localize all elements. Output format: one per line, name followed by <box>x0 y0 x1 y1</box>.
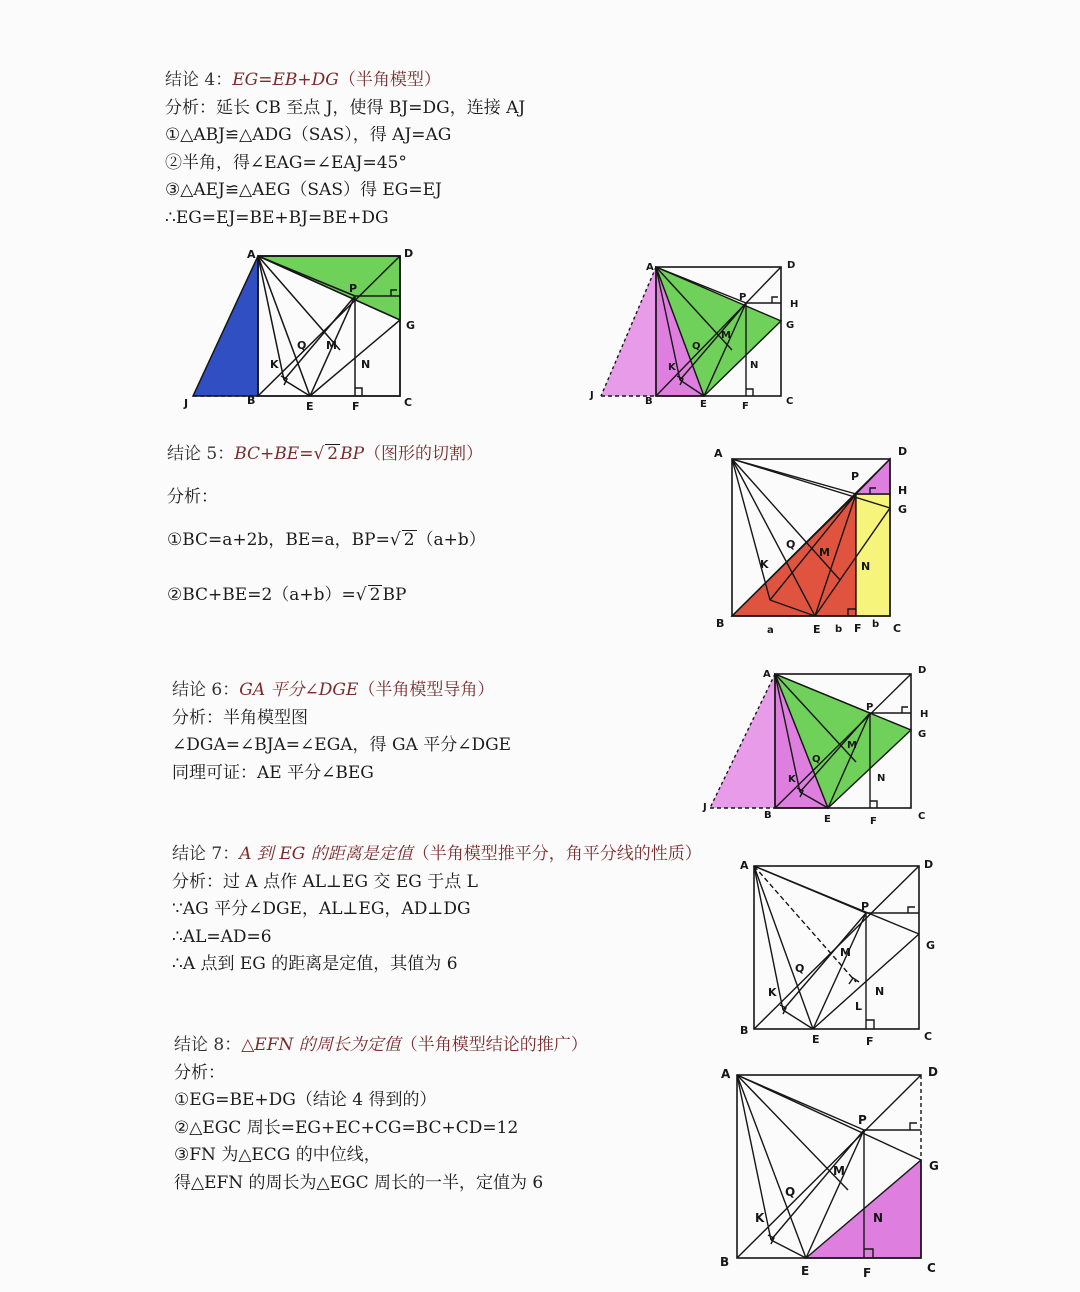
conclusion-5-step-1: ①BC=a+2b，BE=a，BP=√ 2 （a+b） <box>167 530 486 550</box>
label-F: F <box>854 622 862 635</box>
label-P: P <box>851 470 860 483</box>
conclusion-5-analysis: 分析： <box>167 486 218 507</box>
conclusion-4-line: 分析：延长 CB 至点 J，使得 BJ=DG，连接 AJ <box>165 97 526 118</box>
label-Q: Q <box>785 1185 796 1199</box>
label-G: G <box>406 319 416 332</box>
label-B: B <box>764 810 772 821</box>
conclusion-8-line: 得△EFN 的周长为△EGC 周长的一半，定值为 6 <box>174 1172 544 1193</box>
conclusion-8-line: ②△EGC 周长=EG+EC+CG=BC+CD=12 <box>174 1117 519 1138</box>
label-N: N <box>873 1211 884 1225</box>
label-D: D <box>787 260 796 271</box>
conclusion-7-line: 分析：过 A 点作 AL⊥EG 交 EG 于点 L <box>172 871 478 892</box>
label-A: A <box>763 669 771 680</box>
label-K: K <box>270 358 279 371</box>
label-M: M <box>840 946 851 959</box>
label-F: F <box>866 1035 874 1048</box>
label-F: F <box>352 400 360 413</box>
conclusion-7-line: ∴AL=AD=6 <box>172 926 272 947</box>
conclusion-4-line: ∴EG=EJ=BE+BJ=BE+DG <box>165 207 389 228</box>
label-J: J <box>184 397 189 410</box>
label-D: D <box>928 1065 938 1079</box>
label-Q: Q <box>812 754 821 765</box>
conclusion-8-line: ①EG=BE+DG（结论 4 得到的） <box>174 1090 437 1110</box>
label-Q: Q <box>692 341 701 352</box>
label-B: B <box>716 617 725 630</box>
label-Q: Q <box>297 339 307 352</box>
label-N: N <box>877 773 886 784</box>
label-K: K <box>788 774 796 785</box>
label-M: M <box>819 546 830 559</box>
label-A: A <box>247 248 256 261</box>
conclusion-6-line: 同理可证：AE 平分∠BEG <box>172 762 374 783</box>
label-C: C <box>786 396 794 407</box>
conclusion-6-line: 分析：半角模型图 <box>172 707 308 728</box>
label-A: A <box>740 859 749 872</box>
conclusion-7-line: ∴A 点到 EG 的距离是定值，其值为 6 <box>172 954 458 974</box>
label-B: B <box>720 1255 730 1269</box>
label-E: E <box>700 399 707 410</box>
label-E: E <box>801 1264 810 1278</box>
label-C: C <box>927 1261 936 1275</box>
label-P: P <box>739 292 747 303</box>
label-Q: Q <box>786 538 796 551</box>
label-C: C <box>404 396 413 409</box>
label-D: D <box>918 665 927 676</box>
label-E: E <box>813 623 821 636</box>
label-F: F <box>870 816 877 827</box>
label-G: G <box>926 939 936 952</box>
label-M: M <box>721 330 731 341</box>
label-M: M <box>326 339 337 352</box>
label-C: C <box>918 811 926 822</box>
label-a: a <box>767 625 774 636</box>
label-E: E <box>824 814 831 825</box>
label-N: N <box>361 358 371 371</box>
label-M: M <box>833 1164 845 1178</box>
conclusion-7-title: 结论 7：A 到 EG 的距离是定值（半角模型推平分，角平分线的性质） <box>172 844 702 864</box>
conclusion-4-line: ①△ABJ≌△ADG（SAS），得 AJ=AG <box>165 125 452 145</box>
label-F: F <box>742 401 749 412</box>
conclusion-4-title: 结论 4：EG=EB+DG（半角模型） <box>165 70 441 90</box>
label-A: A <box>714 447 723 460</box>
label-J: J <box>590 390 594 401</box>
label-C: C <box>924 1030 933 1043</box>
label-D: D <box>924 858 934 871</box>
label-H: H <box>898 484 908 497</box>
label-B: B <box>740 1024 749 1037</box>
conclusion-8-line: ③FN 为△ECG 的中位线， <box>174 1145 381 1165</box>
label-L: L <box>855 1000 863 1013</box>
label-F: F <box>863 1266 872 1280</box>
label-H: H <box>920 709 929 720</box>
conclusion-5-step-2: ②BC+BE=2（a+b）=√ 2 BP <box>167 584 407 605</box>
label-N: N <box>750 360 759 371</box>
label-B: B <box>247 394 256 407</box>
label-G: G <box>898 503 908 516</box>
label-Q: Q <box>795 962 805 975</box>
label-N: N <box>861 560 871 573</box>
conclusion-7-line: ∵AG 平分∠DGE，AL⊥EG，AD⊥DG <box>172 899 471 919</box>
right-angle-mark <box>910 1123 917 1130</box>
conclusion-4-line: ③△AEJ≌△AEG（SAS）得 EG=EJ <box>165 180 442 200</box>
label-H: H <box>790 299 799 310</box>
label-D: D <box>898 445 908 458</box>
label-J: J <box>703 802 707 813</box>
label-M: M <box>847 740 857 751</box>
label-b: b <box>835 624 843 635</box>
label-K: K <box>760 558 769 571</box>
label-G: G <box>786 320 795 331</box>
label-D: D <box>404 247 414 260</box>
label-G: G <box>929 1159 939 1173</box>
label-b: b <box>872 619 880 630</box>
label-K: K <box>768 986 777 999</box>
label-B: B <box>645 396 653 407</box>
label-P: P <box>861 900 870 913</box>
label-P: P <box>349 282 358 295</box>
label-A: A <box>646 262 654 273</box>
label-P: P <box>866 702 874 713</box>
conclusion-5-title: 结论 5：BC+BE=√ 2 BP（图形的切割） <box>167 444 484 464</box>
label-G: G <box>918 729 927 740</box>
label-P: P <box>858 1113 867 1127</box>
label-A: A <box>721 1067 731 1081</box>
label-N: N <box>875 985 885 998</box>
label-E: E <box>306 400 314 413</box>
label-E: E <box>812 1033 820 1046</box>
conclusion-6-line: ∠DGA=∠BJA=∠EGA，得 GA 平分∠DGE <box>172 735 512 755</box>
conclusion-8-line: 分析： <box>174 1062 225 1083</box>
conclusion-6-title: 结论 6：GA 平分∠DGE（半角模型导角） <box>172 680 495 700</box>
conclusion-8-title: 结论 8：△EFN 的周长为定值（半角模型结论的推广） <box>174 1035 588 1055</box>
label-K: K <box>755 1211 765 1225</box>
conclusion-4-line: ②半角，得∠EAG=∠EAJ=45° <box>165 152 407 173</box>
label-K: K <box>668 362 676 373</box>
label-C: C <box>893 622 902 635</box>
